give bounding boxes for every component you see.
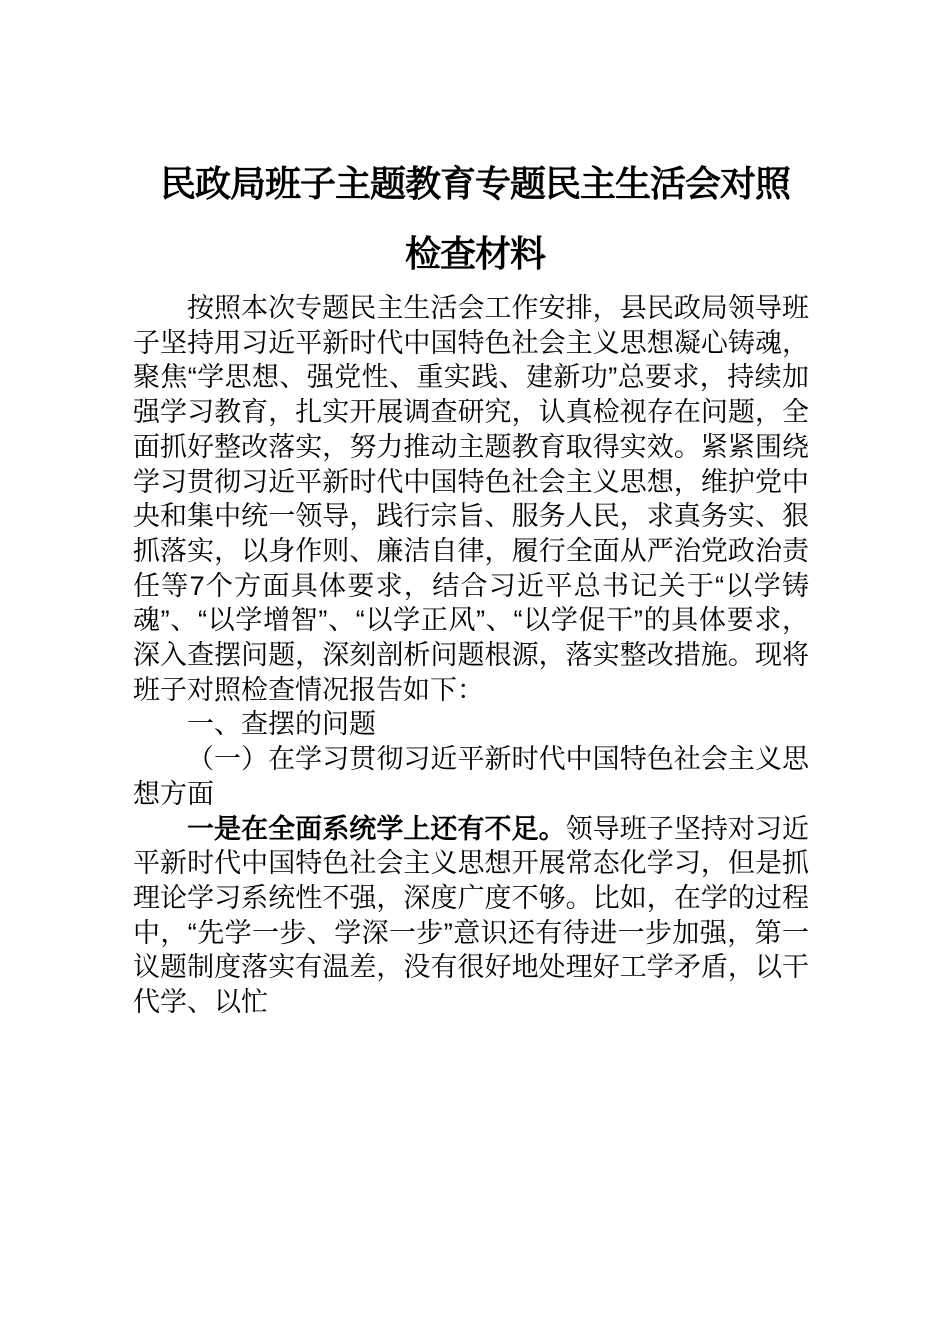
paragraph-point-1: [133, 812, 809, 1020]
paragraph-intro: 按照本次专题民主生活会工作安排，县民政局领导班子坚持用习近平新时代中国特色社会主义思想凝心铸魂，聚焦“学思想、强党性、重实践、建新功”总要求，持续加强学习教育，扎实开展调查研究，认真检视存在问题，全面抓好整改落实，努力推动主题教育取得实效。紧紧围绕学习贯彻习近平新时代中国特色社会主义思想，维护党中央和集中统一领导，践行宗旨、服务人民，求真务实、狠抓落实，以身作则、廉洁自律，履行全面从严治党政治责任等7个方面具体要求，结合习近平总书记关于“以学铸魂”、“以学增智”、“以学正风”、“以学促干”的具体要求，深入查摆问题，深刻剖析问题根源，落实整改措施。现将班子对照检查情况报告如下：: [133, 293, 809, 705]
document-title-line-2: 检查材料: [404, 233, 545, 274]
document-title-line-1: 民政局班子主题教育专题民主生活会对照: [159, 163, 790, 204]
subsection-heading-1-1: （一）在学习贯彻习近平新时代中国特色社会主义思想方面: [133, 744, 809, 809]
point-1-lead-sentence: 一是在全面系统学上还有不足。: [187, 813, 566, 844]
document-body: [133, 291, 809, 1020]
section-heading-1: 一、查摆的问题: [187, 709, 376, 740]
point-1-body-text: 领导班子坚持对习近平新时代中国特色社会主义思想开展常态化学习，但是抓理论学习系统性不强，深度广度不够。比如，在学的过程中，“先学一步、学深一步”意识还有待进一步加强，第一议题制度落实有温差，没有很好地处理好工学矛盾，以干代学、以忙: [133, 813, 810, 1018]
document-title: [0, 0, 950, 289]
